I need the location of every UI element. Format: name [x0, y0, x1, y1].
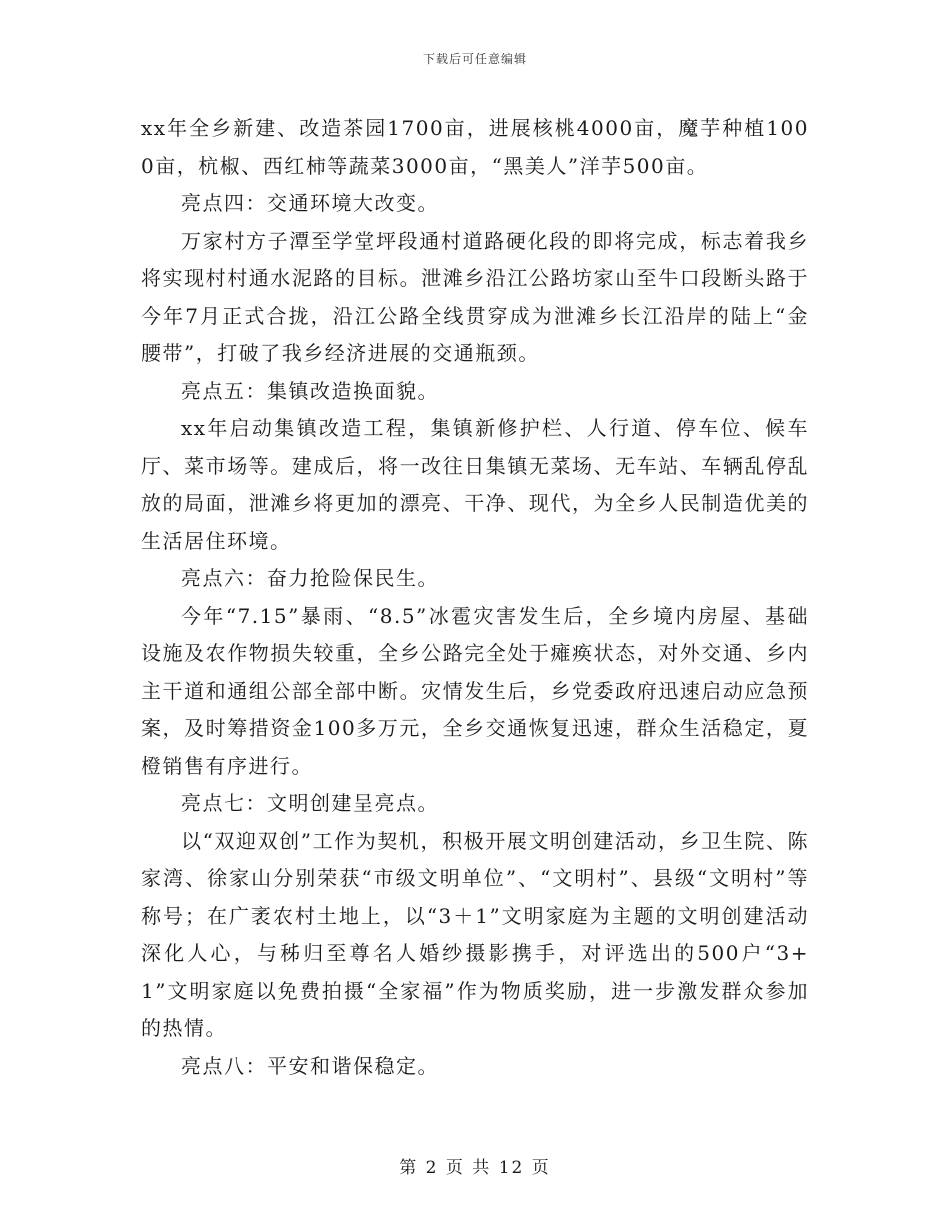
paragraph: 今年“7.15”暴雨、“8.5”冰雹灾害发生后，全乡境内房屋、基础设施及农作物损失较重，全乡公路完全处于瘫痪状态，对外交通、乡内主干道和通组公部全部中断。灾情发生后，乡党委政府迅速启动应急预案，及时筹措资金100多万元，全乡交通恢复迅速，群众生活稳定，夏橙销售有序进行。	[141, 603, 809, 778]
paragraph: xx年全乡新建、改造茶园1700亩，进展核桃4000亩，魔芋种植1000亩，杭椒、西红柿等蔬菜3000亩，“黑美人”洋芋500亩。	[141, 116, 809, 178]
section-heading: 亮点五：集镇改造换面貌。	[181, 378, 439, 403]
section-heading: 亮点六：奋力抢险保民生。	[181, 566, 439, 590]
section-heading: 亮点四：交通环境大改变。	[181, 191, 439, 215]
section-heading: 亮点七：文明创建呈亮点。	[181, 791, 439, 815]
page-header: 下载后可任意编辑	[422, 52, 527, 66]
document-body	[141, 110, 809, 1085]
section-heading: 亮点八：平安和谐保稳定。	[181, 1053, 439, 1078]
paragraph: xx年启动集镇改造工程，集镇新修护栏、人行道、停车位、候车厅、菜市场等。建成后，将一改往日集镇无菜场、无车站、车辆乱停乱放的局面，泄滩乡将更加的漂亮、干净、现代，为全乡人民制造优美的生活居住环境。	[141, 416, 809, 553]
page-number: 第 2 页 共 12 页	[399, 1158, 551, 1178]
paragraph: 万家村方子潭至学堂坪段通村道路硬化段的即将完成，标志着我乡将实现村村通水泥路的目标。泄滩乡沿江公路坊家山至牛口段断头路于今年7月正式合拢，沿江公路全线贯穿成为泄滩乡长江沿岸的陆上“金腰带”，打破了我乡经济进展的交通瓶颈。	[141, 228, 809, 365]
paragraph: 以“双迎双创”工作为契机，积极开展文明创建活动，乡卫生院、陈家湾、徐家山分别荣获“市级文明单位”、“文明村”、县级“文明村”等称号；在广袤农村土地上，以“3＋1”文明家庭为主题的文明创建活动深化人心，与秭归至尊名人婚纱摄影携手，对评选出的500户“3+1”文明家庭以免费拍摄“全家福”作为物质奖励，进一步激发群众参加的热情。	[141, 828, 809, 1040]
